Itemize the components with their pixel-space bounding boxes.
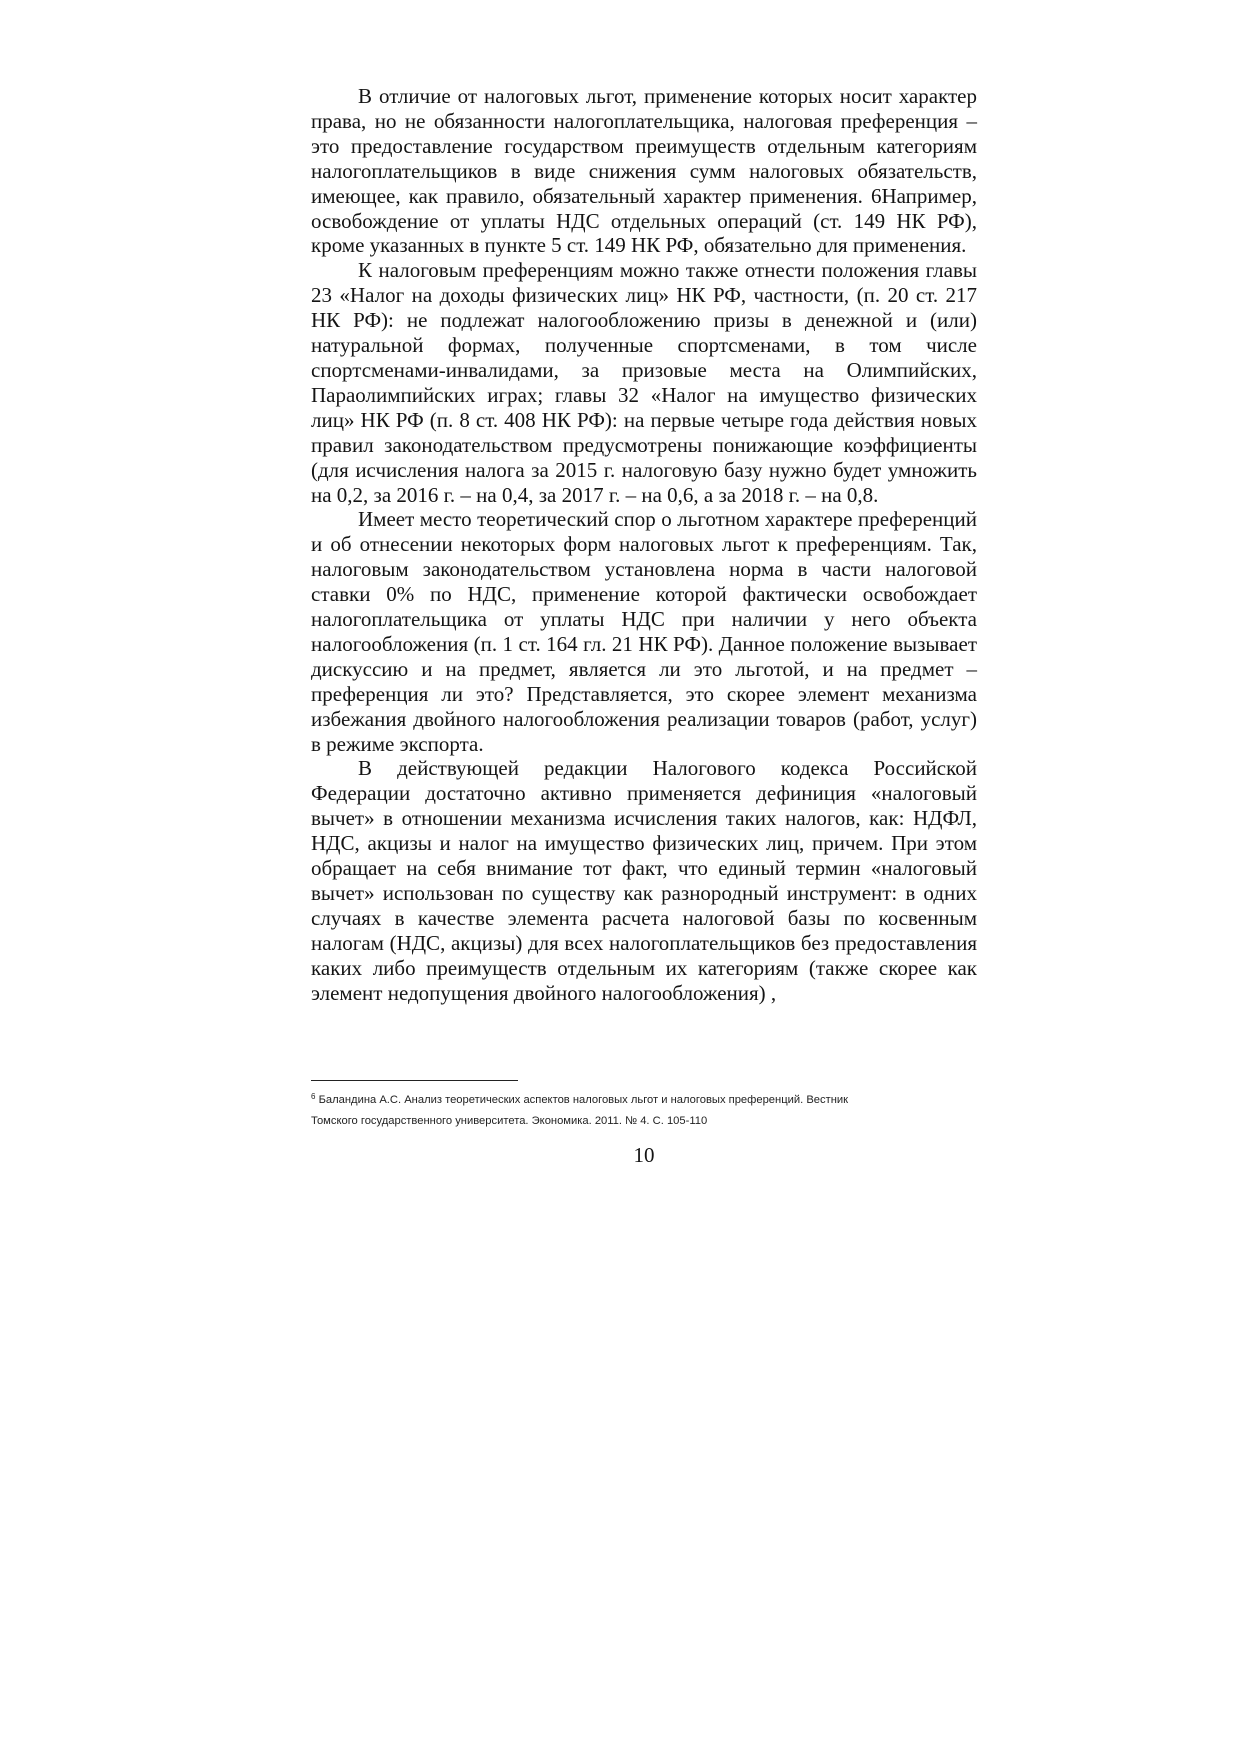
footnote-line-2: Томского государственного университета. Экономика. 2011. № 4. С. 105-110	[311, 1115, 708, 1127]
footnote-text-1: Баландина А.С. Анализ теоретических аспектов налоговых льгот и налоговых преференций. Вестник	[318, 1094, 849, 1106]
footnote	[311, 1090, 977, 1132]
paragraph-3: Имеет место теоретический спор о льготном характере преференций и об отнесении некоторых форм налоговых льгот к преференциям. Так, налоговым законодательством установлена норма в части налоговой ставки 0% по НДС, применение которой фактически освобождает налогоплательщика от уплаты НДС при наличии у него объекта налогообложения (п. 1 ст. 164 гл. 21 НК РФ). Данное положение вызывает дискуссию и на предмет, является ли это льготой, и на предмет – преференция ли это? Представляется, это скорее элемент механизма избежания двойного налогообложения реализации товаров (работ, услуг) в режиме экспорта.	[311, 507, 977, 756]
footnote-line-1	[311, 1090, 977, 1111]
footnote-separator	[311, 1080, 518, 1081]
footnote-marker: 6	[311, 1092, 316, 1101]
paragraph-2: К налоговым преференциям можно также отнести положения главы 23 «Налог на доходы физических лиц» НК РФ, частности, (п. 20 ст. 217 НК РФ): не подлежат налогообложению призы в денежной и (или) натуральной формах, полученные спортсменами, в том числе спортсменами-инвалидами, за призовые места на Олимпийских, Параолимпийских играх; главы 32 «Налог на имущество физических лиц» НК РФ (п. 8 ст. 408 НК РФ): на первые четыре года действия новых правил законодательством предусмотрены понижающие коэффициенты (для исчисления налога за 2015 г. налоговую базу нужно будет умножить на 0,2, за 2016 г. – на 0,4, за 2017 г. – на 0,6, а за 2018 г. – на 0,8.	[311, 258, 977, 507]
paragraph-4: В действующей редакции Налогового кодекса Российской Федерации достаточно активно применяется дефиниция «налоговый вычет» в отношении механизма исчисления таких налогов, как: НДФЛ, НДС, акцизы и налог на имущество физических лиц, причем. При этом обращает на себя внимание тот факт, что единый термин «налоговый вычет» использован по существу как разнородный инструмент: в одних случаях в качестве элемента расчета налоговой базы по косвенным налогам (НДС, акцизы) для всех налогоплательщиков без предоставления каких либо преимуществ отдельным их категориям (также скорее как элемент недопущения двойного налогообложения) ,	[311, 756, 977, 1005]
paragraph-1: В отличие от налоговых льгот, применение которых носит характер права, но не обязанности налогоплательщика, налоговая преференция – это предоставление государством преимуществ отдельным категориям налогоплательщиков в виде снижения сумм налоговых обязательств, имеющее, как правило, обязательный характер применения. 6Например, освобождение от уплаты НДС отдельных операций (ст. 149 НК РФ), кроме указанных в пункте 5 ст. 149 НК РФ, обязательно для применения.	[311, 84, 977, 258]
page-number: 10	[633, 1143, 655, 1167]
body-text	[311, 84, 977, 1006]
